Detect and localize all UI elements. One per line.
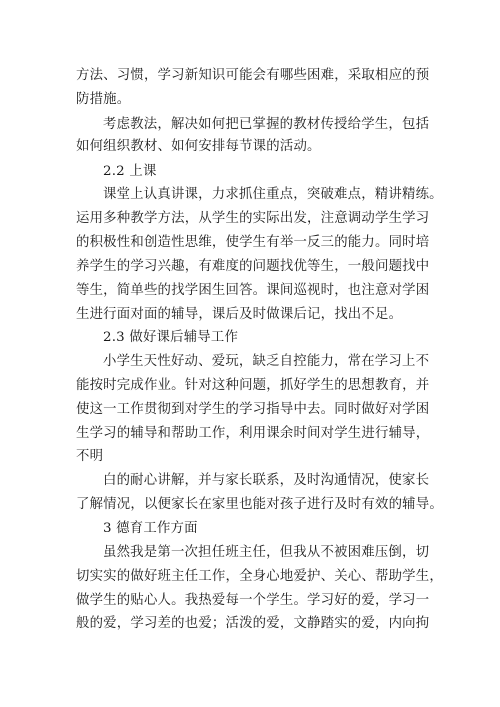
text-line: 如何组织教材、如何安排每节课的活动。 xyxy=(76,139,321,154)
section-heading: 3 德育工作方面 xyxy=(103,521,198,536)
text-line: 等生，简单些的找学困生回答。课间巡视时，也注意对学困 xyxy=(76,283,430,298)
text-line: 防措施。 xyxy=(76,92,131,107)
text-line: 不明 xyxy=(76,449,104,464)
text-line: 方法、习惯，学习新知识可能会有哪些困难，采取相应的预 xyxy=(76,68,430,83)
text-line: 切实实的做好班主任工作，全身心地爱护、关心、帮助学生， xyxy=(76,569,443,584)
text-line: 的积极性和创造性思维，使学生有举一反三的能力。同时培 xyxy=(76,235,430,250)
text-line: 生学习的辅导和帮助工作，利用课余时间对学生进行辅导， xyxy=(76,426,430,441)
text-line: 做学生的贴心人。我热爱每一个学生。学习好的爱，学习一 xyxy=(76,593,430,608)
text-line: 般的爱，学习差的也爱；活泼的爱，文静踏实的爱，内向拘 xyxy=(76,616,430,631)
section-heading: 2.2 上课 xyxy=(103,164,157,179)
text-line: 养学生的学习兴趣，有难度的问题找优等生，一般问题找中 xyxy=(76,259,430,274)
paragraph-start: 白的耐心讲解，并与家长联系，及时沟通情况，使家长 xyxy=(103,473,430,488)
text-line: 能按时完成作业。针对这种问题，抓好学生的思想教育，并 xyxy=(76,378,430,393)
section-heading: 2.3 做好课后辅导工作 xyxy=(103,330,239,345)
paragraph-start: 课堂上认真讲课，力求抓住重点，突破难点，精讲精练。 xyxy=(103,187,443,202)
paragraph-start: 小学生天性好动、爱玩，缺乏自控能力，常在学习上不 xyxy=(103,354,430,369)
text-line: 了解情况，以便家长在家里也能对孩子进行及时有效的辅导。 xyxy=(76,497,443,512)
text-line: 运用多种教学方法，从学生的实际出发，注意调动学生学习 xyxy=(76,211,430,226)
paragraph-start: 考虑教法，解决如何把已掌握的教材传授给学生，包括 xyxy=(103,117,430,132)
paragraph-start: 虽然我是第一次担任班主任，但我从不被困难压倒，切 xyxy=(103,545,430,560)
text-line: 生进行面对面的辅导，课后及时做课后记，找出不足。 xyxy=(76,307,403,322)
text-line: 使这一工作贯彻到对学生的学习指导中去。同时做好对学困 xyxy=(76,402,430,417)
